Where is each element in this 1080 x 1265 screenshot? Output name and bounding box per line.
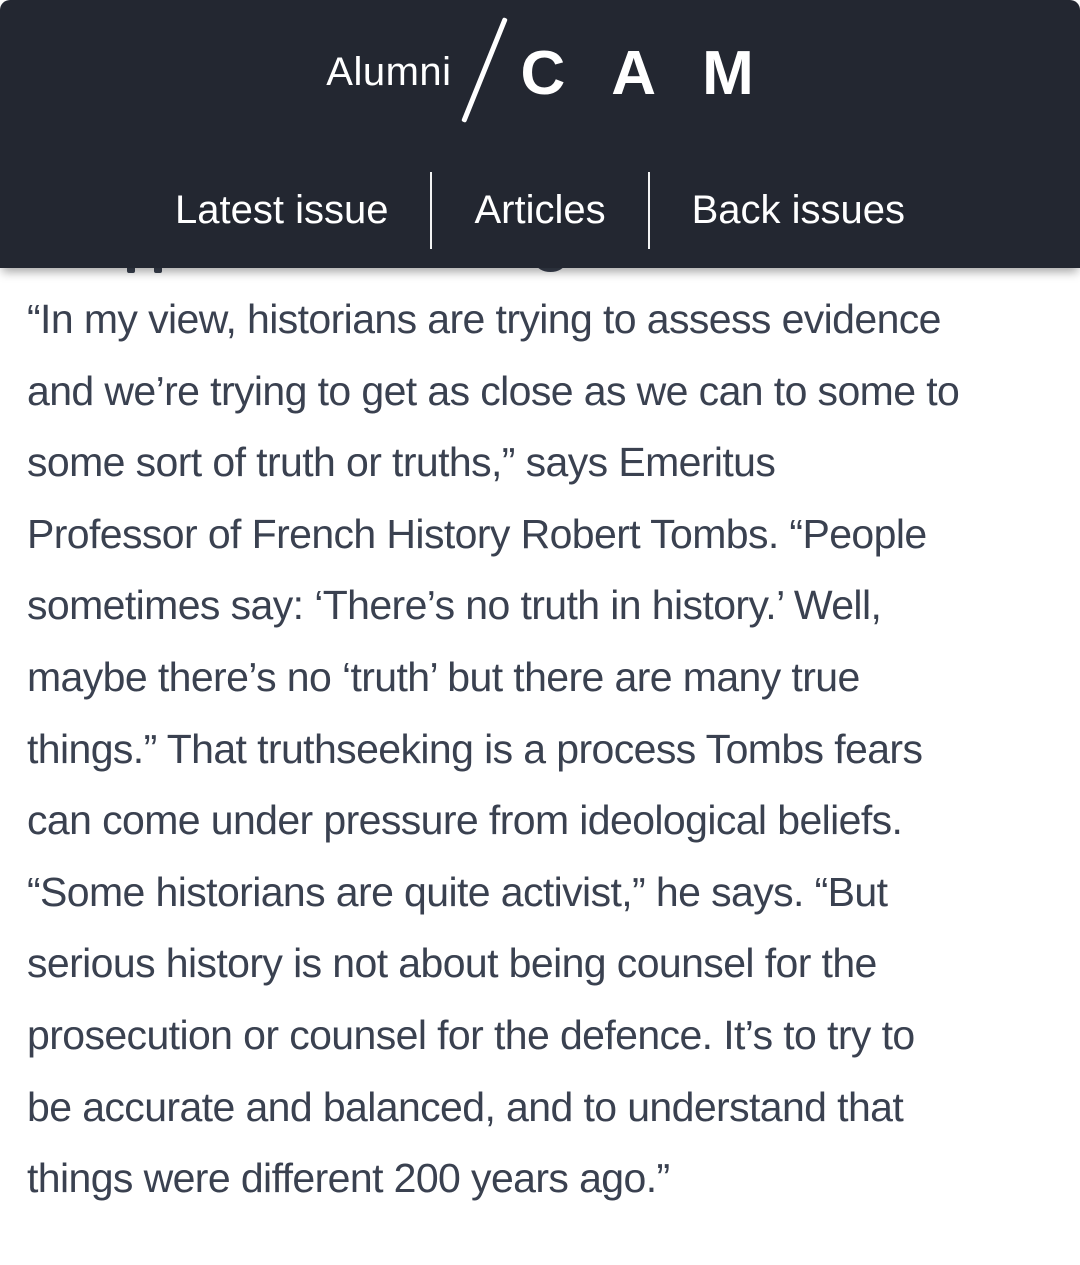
nav-link-back-issues[interactable]: Back issues — [691, 188, 906, 232]
site-logo[interactable] — [326, 0, 800, 140]
article-text-line: and we’re trying to get as close as we can to some to — [27, 367, 960, 414]
nav-divider — [430, 172, 432, 249]
article-text-line: Professor of French History Robert Tombs. “People — [27, 510, 927, 557]
article-text-line: can come under pressure from ideological beliefs. — [27, 797, 903, 844]
site-header — [0, 0, 1080, 268]
article-text-line: serious history is not about being counsel for the — [27, 940, 877, 987]
nav-divider — [648, 172, 650, 249]
main-nav — [133, 172, 947, 249]
article-body — [27, 268, 1053, 1215]
article-text-line: sometimes say: ‘There’s no truth in history.’ Well, — [27, 582, 882, 629]
logo-cam-text: CAM — [520, 38, 800, 108]
article-text-line: prosecution or counsel for the defence. It’s to try to — [27, 1011, 915, 1058]
article-text-line: “Some historians are quite activist,” he says. “But — [27, 868, 888, 915]
article-text-line: maybe there’s no ‘truth’ but there are many true — [27, 653, 860, 700]
article-text-line: things.” That truthseeking is a process Tombs fears — [27, 725, 923, 772]
article-text-line: some sort of truth or truths,” says Emeritus — [27, 439, 776, 486]
nav-link-latest-issue[interactable]: Latest issue — [174, 188, 389, 232]
logo-slash-icon — [461, 17, 508, 123]
nav-link-articles[interactable]: Articles — [474, 188, 606, 232]
logo-alumni-text: Alumni — [326, 49, 452, 94]
article-text-line: “In my view, historians are trying to assess evidence — [27, 296, 941, 342]
article-text-line: be accurate and balanced, and to understand that — [27, 1083, 904, 1130]
article-text-line: things were different 200 years ago.” — [27, 1155, 670, 1202]
